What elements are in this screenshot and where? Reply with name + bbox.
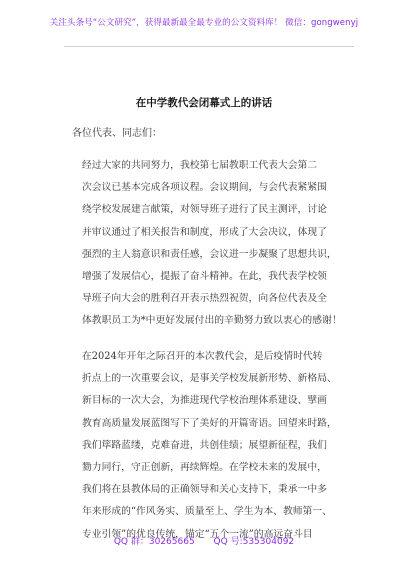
- text-line: 绕学校发展建言献策，对领导班子进行了民主测评，讨论: [82, 204, 327, 216]
- text-line: 导班子向大会的胜利召开表示热烈祝贺，向各位代表及全: [82, 293, 327, 305]
- text-line: 勠力同行，守正创新，再续辉煌。在学校未来的发展中，: [82, 462, 327, 474]
- text-line: 教育高质量发展蓝图写下了美好的开篇寄语。回望来时路，: [82, 417, 337, 429]
- text-line: 专业引领”的优良传统，锚定“五个一流”的高远奋斗目: [82, 528, 313, 540]
- text-line: 增强了发展信心，提振了奋斗精神。在此，我代表学校领: [82, 271, 327, 283]
- text-line: 新目标的一次大会，为推进现代学校治理体系建设、擘画: [82, 395, 327, 407]
- text-line: 折点上的一次重要会议，是事关学校发展新形势、新格局、: [82, 373, 337, 385]
- text-line: 在2024年开年之际召开的本次教代会，是后疫情时代转: [82, 351, 323, 362]
- text-line: 体教职员工为*中更好发展付出的辛勤努力致以衷心的感谢！: [82, 315, 342, 327]
- text-line: 年来形成的“作风务实、质量至上、学生为本、教师第一、: [82, 506, 332, 518]
- text-line: 我们筚路蓝缕，克难奋进，共创佳绩；展望新征程，我们: [82, 439, 327, 451]
- footer-qq-group: QQ 群：30265665: [113, 537, 195, 547]
- header-divider: [64, 46, 354, 47]
- paragraph-2: [82, 346, 344, 546]
- text-line: 次会议已基本完成各项议程。会议期间，与会代表紧紧围: [82, 182, 327, 194]
- footer-contact: [0, 534, 408, 547]
- text-line: 我们将在县教体局的正确领导和关心支持下，秉承一中多: [82, 484, 327, 496]
- paragraph-1: [82, 155, 344, 333]
- footer-qq-number: QQ 号:535304092: [213, 537, 295, 547]
- text-line: 经过大家的共同努力，我校第七届教职工代表大会第二: [82, 160, 318, 171]
- document-title: 在中学教代会闭幕式上的讲话: [135, 97, 273, 109]
- text-line: 强烈的主人翁意识和责任感，会议进一步凝聚了思想共识，: [82, 248, 337, 260]
- header-banner: 关注头条号“公文研究”，获得最新最全最专业的公文资料库！ 微信：gongwenyj: [49, 18, 359, 28]
- salutation: 各位代表、同志们：: [72, 128, 162, 139]
- text-line: 并审议通过了相关报告和制度，形成了大会决议，体现了: [82, 226, 327, 238]
